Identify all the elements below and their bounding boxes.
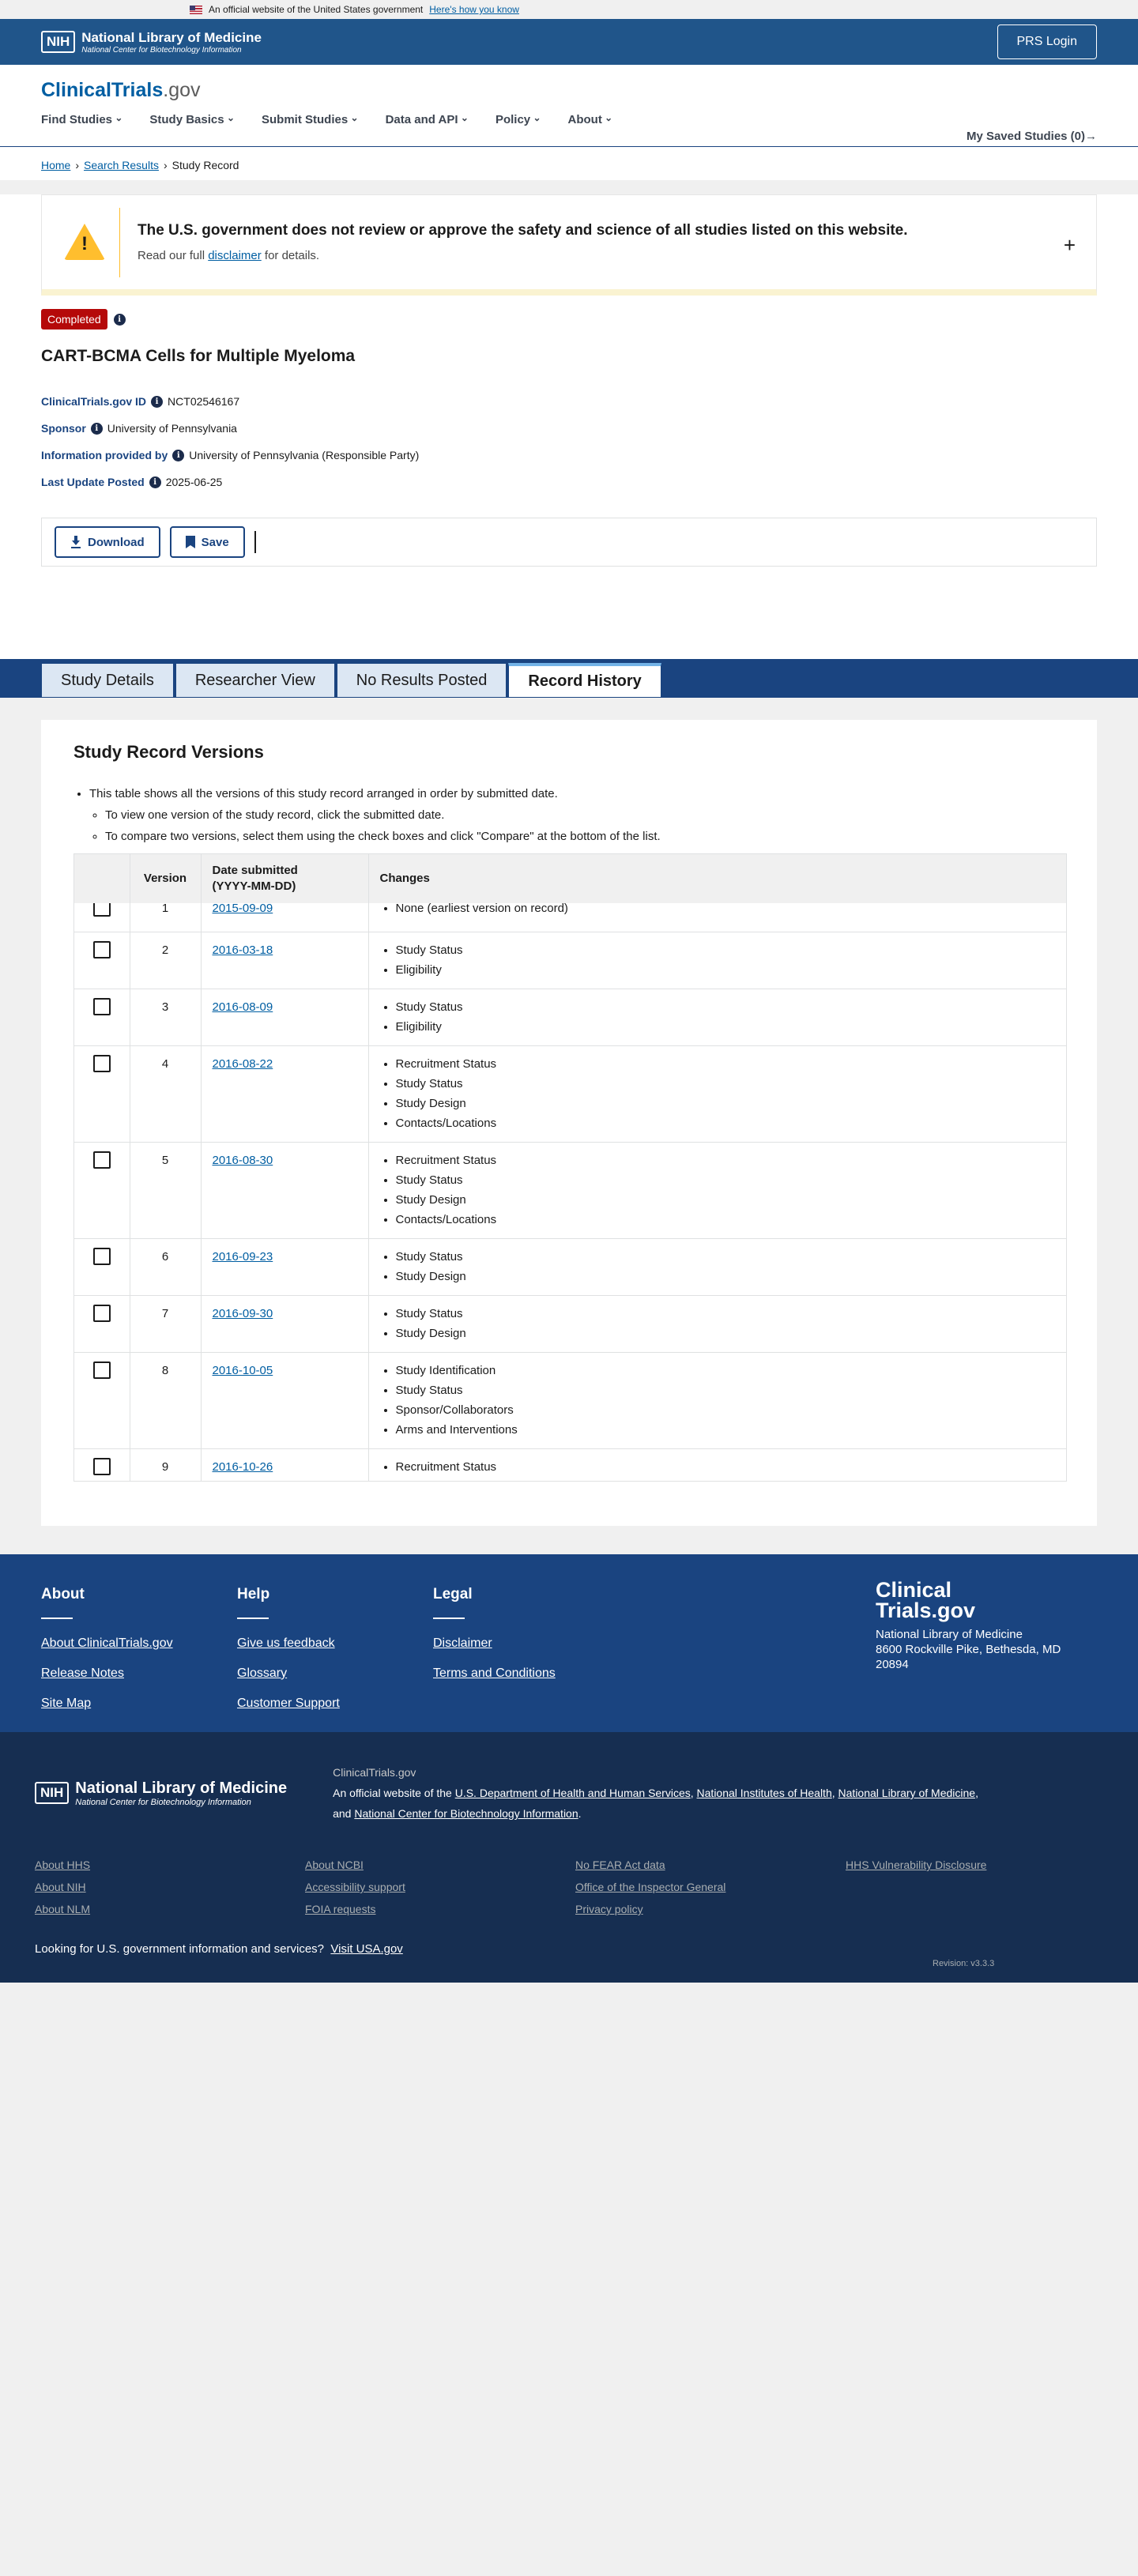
version-changes xyxy=(368,932,1066,989)
footer-brand xyxy=(876,1580,1061,1672)
version-changes xyxy=(368,1143,1066,1239)
footer xyxy=(0,1554,1138,1732)
compare-checkbox[interactable] xyxy=(93,941,111,958)
version-date-link[interactable]: 2016-08-22 xyxy=(212,1057,273,1071)
disclaimer-link[interactable]: disclaimer xyxy=(208,249,262,262)
table-row xyxy=(74,1296,1066,1353)
info-icon[interactable]: i xyxy=(151,396,163,408)
version-date-link[interactable]: 2016-08-09 xyxy=(212,1000,273,1014)
save-button[interactable]: Save xyxy=(170,526,245,558)
link-privacy[interactable]: Privacy policy xyxy=(575,1903,643,1915)
footer-nih-logo[interactable]: NIH National Library of Medicine National Center for Biotechnology Information xyxy=(35,1762,287,1824)
change-item: • Eligibility xyxy=(396,1017,1056,1037)
version-number: 1 xyxy=(130,903,201,932)
versions-panel xyxy=(41,720,1097,1526)
compare-checkbox[interactable] xyxy=(93,998,111,1015)
info-icon[interactable]: i xyxy=(172,450,184,461)
version-changes xyxy=(368,1239,1066,1296)
footer-link-about-ct[interactable]: About ClinicalTrials.gov xyxy=(41,1636,173,1650)
change-item: • Study Design xyxy=(396,1094,1056,1113)
version-date-link[interactable]: 2016-09-30 xyxy=(212,1307,273,1320)
nav-about[interactable]: About ⌄ xyxy=(568,113,613,126)
nih-logo-icon: NIH xyxy=(35,1782,69,1804)
link-accessibility[interactable]: Accessibility support xyxy=(305,1881,405,1893)
version-number: 3 xyxy=(130,989,201,1046)
usa-gov-link[interactable]: Visit USA.gov xyxy=(330,1942,403,1956)
change-item: • Sponsor/Collaborators xyxy=(396,1400,1056,1420)
change-item: • Study Status xyxy=(396,1074,1056,1094)
change-item: • Study Design xyxy=(396,1190,1056,1210)
version-number: 8 xyxy=(130,1353,201,1449)
version-number: 6 xyxy=(130,1239,201,1296)
gov-banner xyxy=(0,0,1138,19)
nlm-link[interactable]: National Library of Medicine xyxy=(838,1787,976,1799)
record-history-content xyxy=(0,698,1138,1554)
version-number: 9 xyxy=(130,1449,201,1482)
nih-logo-title: National Library of Medicine xyxy=(81,29,262,45)
change-item: • Contacts/Locations xyxy=(396,1210,1056,1230)
table-row xyxy=(74,1143,1066,1239)
col-changes: Changes xyxy=(368,854,1066,903)
disclaimer-alert xyxy=(41,194,1097,296)
link-about-ncbi[interactable]: About NCBI xyxy=(305,1859,364,1871)
link-foia[interactable]: FOIA requests xyxy=(305,1903,376,1915)
nih-link[interactable]: National Institutes of Health xyxy=(696,1787,832,1799)
breadcrumb-search-results[interactable]: Search Results xyxy=(84,159,159,171)
nih-header xyxy=(0,19,1138,65)
link-no-fear-act[interactable]: No FEAR Act data xyxy=(575,1859,665,1871)
version-changes xyxy=(368,1449,1066,1482)
ncbi-link[interactable]: National Center for Biotechnology Information xyxy=(354,1807,578,1820)
col-version: Version xyxy=(130,854,201,903)
versions-table[interactable] xyxy=(73,853,1067,1482)
footer-link-feedback[interactable]: Give us feedback xyxy=(237,1636,335,1650)
footer-address: National Library of Medicine 8600 Rockville Pike, Bethesda, MD 20894 xyxy=(876,1628,1061,1671)
sponsor-label: Sponsor xyxy=(41,422,86,435)
info-icon[interactable]: i xyxy=(114,314,126,326)
link-vulnerability-disclosure[interactable]: HHS Vulnerability Disclosure xyxy=(846,1859,987,1871)
table-row xyxy=(74,1449,1066,1482)
link-inspector-general[interactable]: Office of the Inspector General xyxy=(575,1881,726,1893)
change-item: • Study Status xyxy=(396,1247,1056,1267)
site-header xyxy=(0,65,1138,147)
download-icon xyxy=(70,536,81,548)
footer-logo[interactable]: Clinical Trials.gov xyxy=(876,1578,976,1622)
table-row xyxy=(74,1046,1066,1143)
footer-link-glossary[interactable]: Glossary xyxy=(237,1666,288,1680)
hhs-link[interactable]: U.S. Department of Health and Human Services xyxy=(454,1787,691,1799)
col-date: Date submitted (YYYY-MM-DD) xyxy=(201,854,368,903)
version-date-link[interactable]: 2016-10-05 xyxy=(212,1364,273,1377)
versions-table-body xyxy=(74,903,1066,1481)
change-item: • Recruitment Status xyxy=(396,1151,1056,1170)
versions-title: Study Record Versions xyxy=(73,742,264,762)
change-item: • Contacts/Locations xyxy=(396,1113,1056,1133)
usa-gov-line: Looking for U.S. government information and services? Visit USA.gov xyxy=(35,1942,403,1956)
info-icon[interactable]: i xyxy=(149,476,161,488)
version-changes xyxy=(368,1296,1066,1353)
study-tabs xyxy=(0,659,1138,698)
compare-checkbox[interactable] xyxy=(93,1361,111,1379)
heres-how-you-know-link[interactable]: Here's how you know xyxy=(429,4,519,15)
tab-researcher-view[interactable]: Researcher View xyxy=(175,663,335,698)
change-item: • Study Status xyxy=(396,940,1056,960)
link-about-nlm[interactable]: About NLM xyxy=(35,1903,91,1915)
official-website-text: ClinicalTrials.gov An official website of the U.S. Department of Health and Human Services, National Institutes of Health, National Library of Medicine, and National Center for Biotechnology Information. xyxy=(333,1766,978,1820)
alert-heading: The U.S. government does not review or approve the safety and science of all studies listed on this website. xyxy=(138,222,908,239)
change-item: • Arms and Interventions xyxy=(396,1420,1056,1440)
footer-link-site-map[interactable]: Site Map xyxy=(41,1697,92,1710)
nav-study-basics[interactable]: Study Basics ⌄ xyxy=(149,113,235,126)
version-date-link[interactable]: 2016-09-23 xyxy=(212,1250,273,1264)
tab-study-details[interactable]: Study Details xyxy=(41,663,174,698)
version-changes xyxy=(368,989,1066,1046)
versions-instructions: • This table shows all the versions of this study record arranged in order by submitted date. ◦ To view one version of the study record, click the submitted date. ◦ To compare two versions, select them using the check boxes and click "Compare" at the bottom of the list. xyxy=(89,783,1065,847)
table-row xyxy=(74,989,1066,1046)
compare-checkbox[interactable] xyxy=(93,1151,111,1169)
nav-submit-studies[interactable]: Submit Studies ⌄ xyxy=(262,113,359,126)
change-item: • Study Status xyxy=(396,997,1056,1017)
link-about-hhs[interactable]: About HHS xyxy=(35,1859,91,1871)
main-nav xyxy=(41,113,1097,126)
last-update-value: 2025-06-25 xyxy=(165,476,223,488)
bookmark-icon xyxy=(186,536,195,548)
compare-checkbox[interactable] xyxy=(93,903,111,917)
change-item: • Recruitment Status xyxy=(396,1457,1056,1477)
compare-checkbox[interactable] xyxy=(93,1305,111,1322)
version-date-link[interactable]: 2016-08-30 xyxy=(212,1154,273,1167)
version-date-link[interactable]: 2016-10-26 xyxy=(212,1460,273,1474)
download-button[interactable]: Download xyxy=(55,526,160,558)
table-row xyxy=(74,1353,1066,1449)
site-logo[interactable]: ClinicalTrials.gov xyxy=(41,79,201,101)
link-about-nih[interactable]: About NIH xyxy=(35,1881,86,1893)
table-row xyxy=(74,932,1066,989)
last-update-label: Last Update Posted xyxy=(41,476,145,488)
change-item: • Study Design xyxy=(396,1267,1056,1286)
study-meta xyxy=(41,388,1097,495)
footer-help: Help Give us feedback Glossary Customer Support xyxy=(237,1586,433,1732)
nih-logo-icon: NIH xyxy=(41,31,75,53)
info-provided-label: Information provided by xyxy=(41,449,168,461)
change-item: • Study Status xyxy=(396,1380,1056,1400)
warning-icon xyxy=(64,224,105,262)
nav-policy[interactable]: Policy ⌄ xyxy=(496,113,541,126)
version-changes xyxy=(368,903,1066,932)
table-row xyxy=(74,1239,1066,1296)
change-item: • Study Status xyxy=(396,1170,1056,1190)
change-item: • Study Identification xyxy=(396,1361,1056,1380)
footer-link-support[interactable]: Customer Support xyxy=(237,1697,340,1710)
change-item: • Eligibility xyxy=(396,960,1056,980)
tab-no-results-posted[interactable]: No Results Posted xyxy=(337,663,507,698)
info-icon[interactable]: i xyxy=(91,423,103,435)
study-id-label: ClinicalTrials.gov ID xyxy=(41,395,147,408)
nih-logo[interactable] xyxy=(41,30,262,55)
version-number: 4 xyxy=(130,1046,201,1143)
tab-record-history[interactable]: Record History xyxy=(508,663,661,698)
version-number: 5 xyxy=(130,1143,201,1239)
study-id: NCT02546167 xyxy=(168,395,240,408)
us-flag-icon xyxy=(190,6,202,14)
my-saved-studies-link[interactable]: My Saved Studies (0)→ xyxy=(966,130,1097,143)
identifier-footer xyxy=(0,1732,1138,1983)
nih-logo-subtitle: National Center for Biotechnology Information xyxy=(81,45,242,55)
status-badge: Completed xyxy=(41,309,107,330)
breadcrumb: Home › Search Results › Study Record xyxy=(0,147,1138,180)
footer-legal: Legal Disclaimer Terms and Conditions xyxy=(433,1586,629,1732)
change-item: • None (earliest version on record) xyxy=(396,903,1056,918)
breadcrumb-current: Study Record xyxy=(171,159,239,171)
change-item xyxy=(396,1477,1056,1481)
identifier-links xyxy=(35,1859,1103,1915)
change-item: • Study Design xyxy=(396,1324,1056,1343)
revision-text: Revision: v3.3.3 xyxy=(933,1959,995,1968)
prs-login-button[interactable]: PRS Login xyxy=(997,24,1098,59)
version-number: 2 xyxy=(130,932,201,989)
study-header xyxy=(0,194,1138,659)
study-actions xyxy=(41,518,1097,567)
alert-text: Read our full disclaimer for details. xyxy=(138,249,320,262)
version-changes xyxy=(368,1046,1066,1143)
nav-find-studies[interactable]: Find Studies ⌄ xyxy=(41,113,122,126)
compare-checkbox[interactable] xyxy=(93,1458,111,1475)
compare-checkbox[interactable] xyxy=(93,1248,111,1265)
study-title: CART-BCMA Cells for Multiple Myeloma xyxy=(41,347,356,365)
expand-alert-icon[interactable]: + xyxy=(1063,233,1076,257)
sponsor-value: University of Pennsylvania xyxy=(107,422,237,435)
footer-about: About About ClinicalTrials.gov Release Notes Site Map xyxy=(41,1586,237,1732)
footer-link-terms[interactable]: Terms and Conditions xyxy=(433,1666,556,1680)
gov-banner-text: An official website of the United States government xyxy=(209,4,424,15)
version-number: 7 xyxy=(130,1296,201,1353)
nav-data-and-api[interactable]: Data and API ⌄ xyxy=(386,113,469,126)
change-item: • Recruitment Status xyxy=(396,1054,1056,1074)
info-provided-value: University of Pennsylvania (Responsible Party) xyxy=(189,449,420,461)
version-changes xyxy=(368,1353,1066,1449)
footer-link-release-notes[interactable]: Release Notes xyxy=(41,1666,124,1680)
change-item: • Study Status xyxy=(396,1304,1056,1324)
table-row xyxy=(74,903,1066,932)
version-date-link[interactable]: 2016-03-18 xyxy=(212,943,273,957)
version-date-link[interactable]: 2015-09-09 xyxy=(212,903,273,915)
breadcrumb-home[interactable]: Home xyxy=(41,159,71,171)
compare-checkbox[interactable] xyxy=(93,1055,111,1072)
footer-link-disclaimer[interactable]: Disclaimer xyxy=(433,1636,492,1650)
